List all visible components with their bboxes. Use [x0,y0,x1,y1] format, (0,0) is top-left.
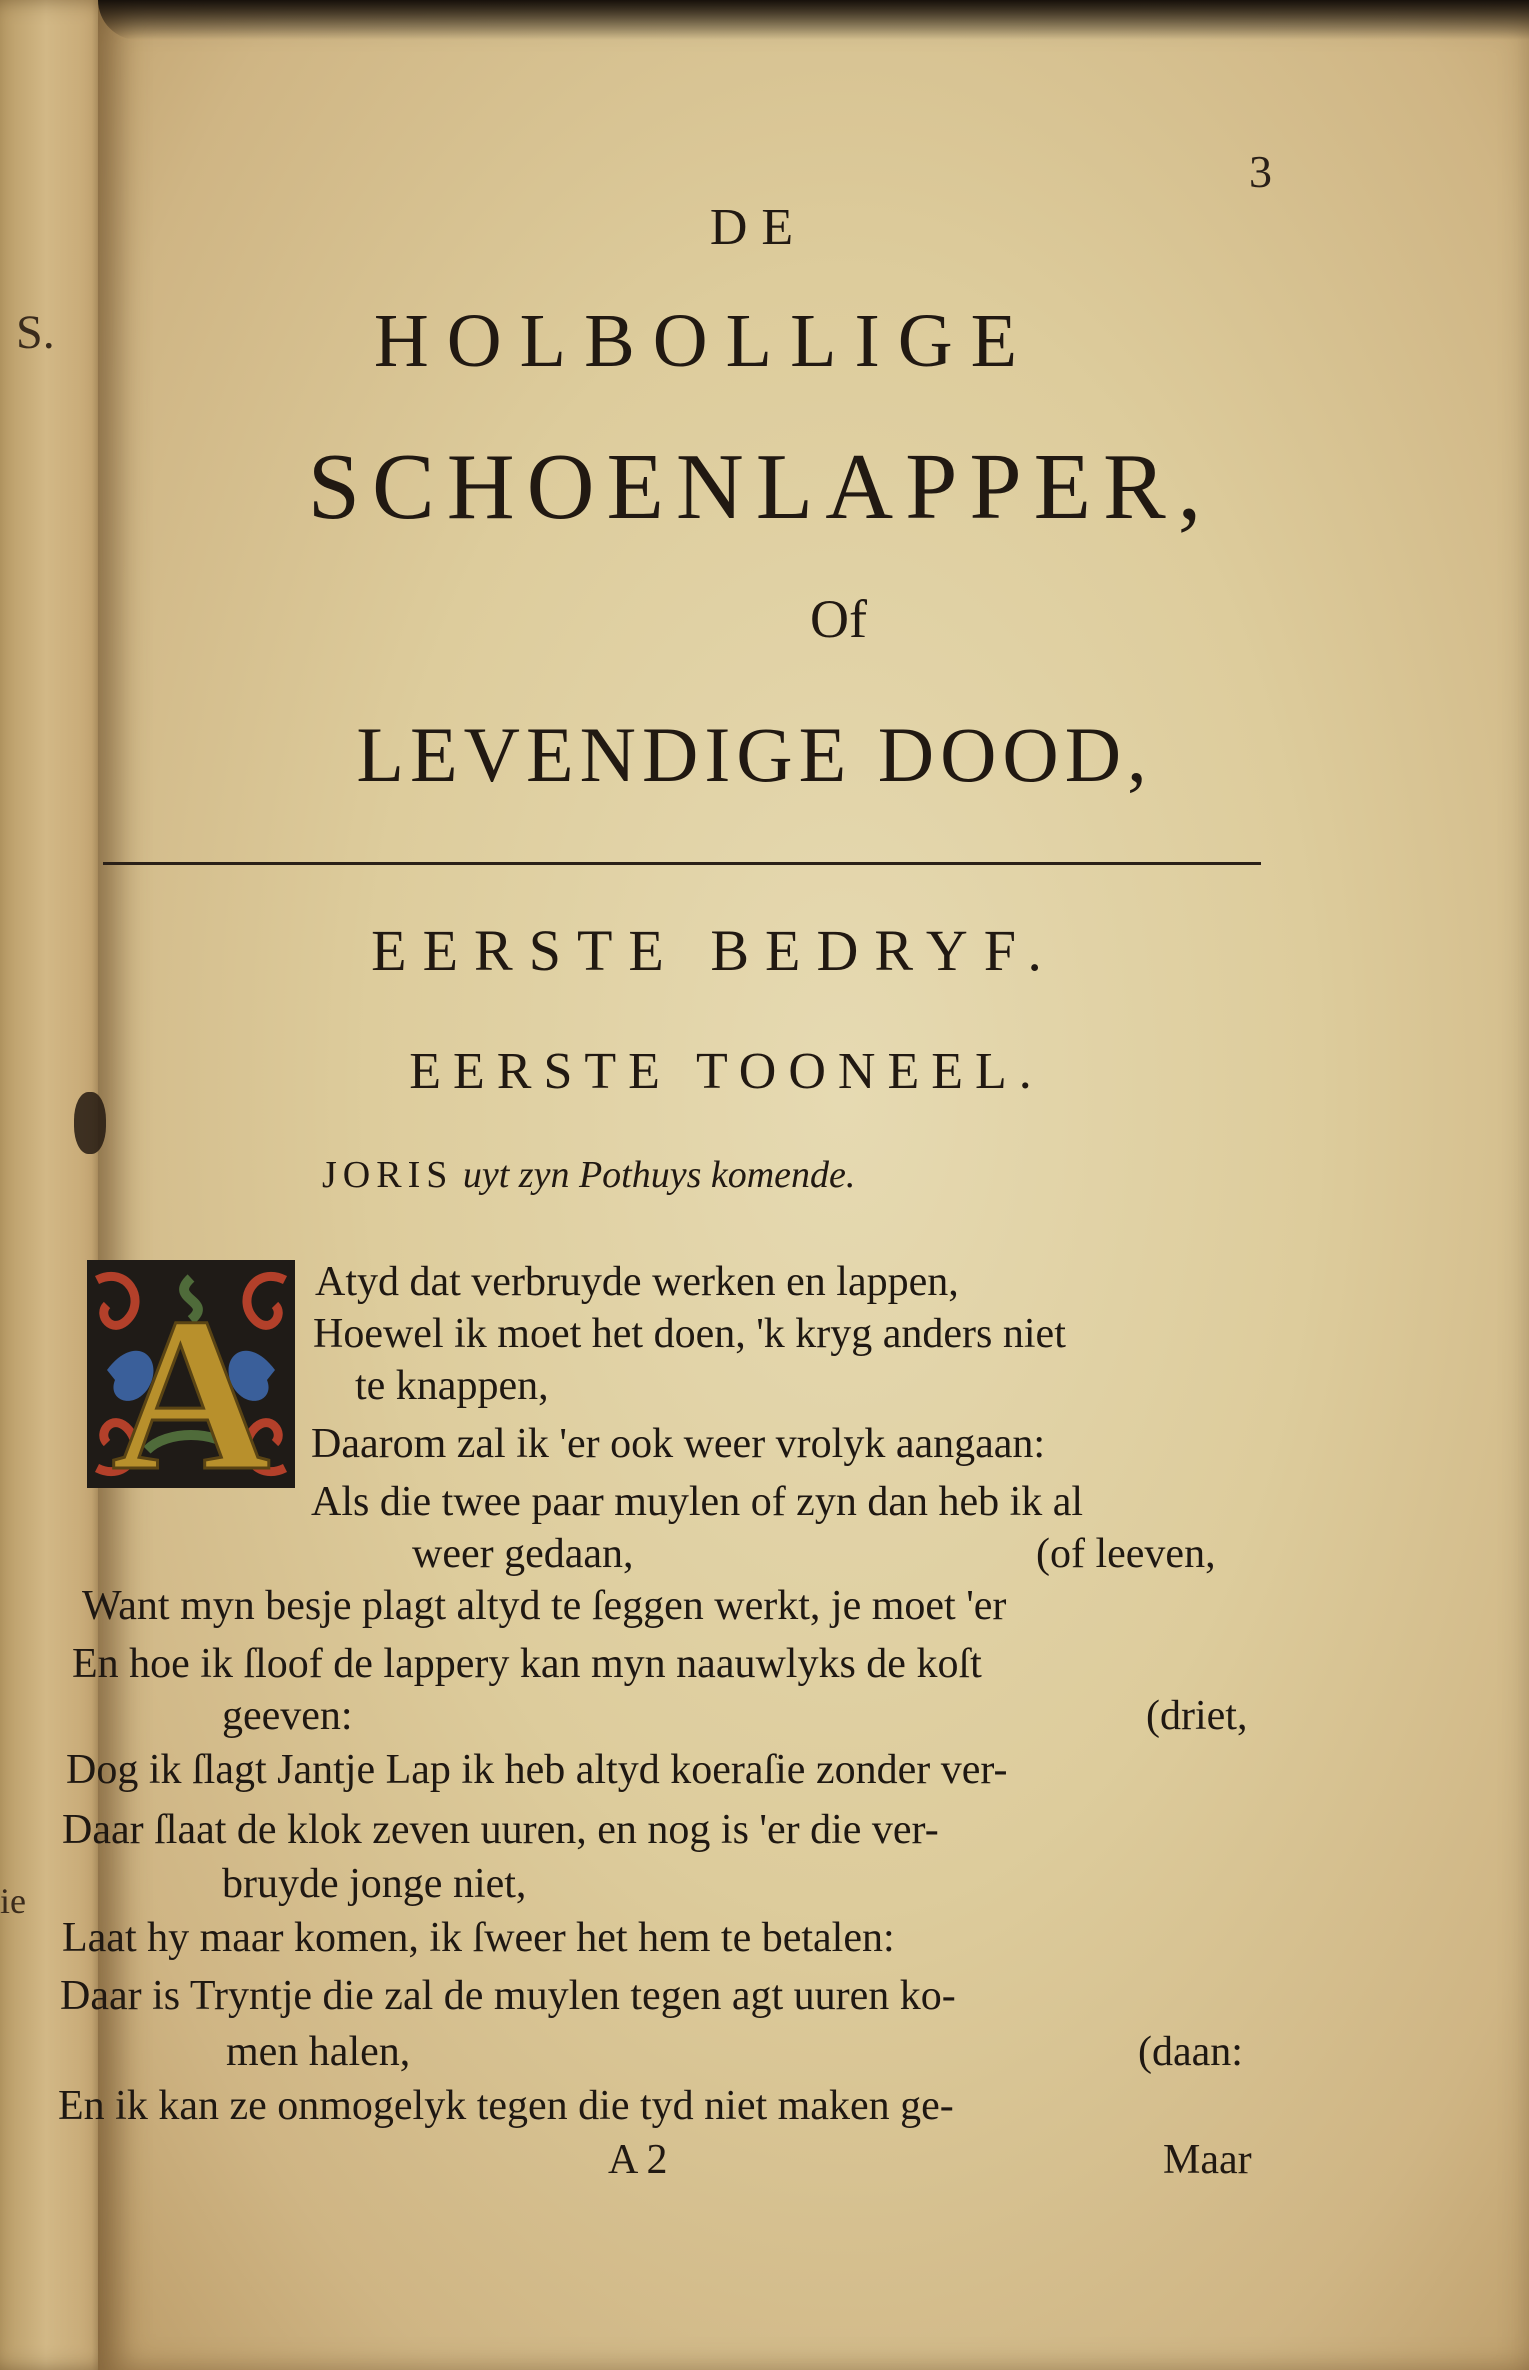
verse-line: weer gedaan, [412,1531,634,1577]
verse-line: Want myn besje plagt altyd te ſeggen werkt, je moet 'er [82,1583,1007,1629]
verse-line: Hoewel ik moet het doen, 'k kryg anders niet [313,1311,1066,1357]
title-line-4: Of [810,589,867,649]
title-line-1: DE [709,199,808,256]
page-top-shadow [98,0,1529,40]
title-line-5: LEVENDIGE DOOD, [356,711,1153,798]
drop-cap-letter: A [111,1272,271,1488]
stage-direction [322,1153,855,1197]
verse-line: geeven: [222,1693,353,1739]
verse-line: Als die twee paar muylen of zyn dan heb ik al [311,1479,1084,1525]
act-heading: EERSTE BEDRYF. [371,918,1058,983]
verse-turnover: (driet, [1146,1693,1248,1739]
speaker-name: JORIS [322,1154,454,1196]
left-page-fragment: S. [16,306,55,359]
ink-blot [74,1092,106,1154]
verse-line: bruyde jonge niet, [222,1861,527,1907]
drop-cap-ornament [87,1260,295,1488]
verse-line: te knappen, [355,1363,549,1409]
left-page-fragment: ie [0,1881,26,1921]
verse-line: Daar is Tryntje die zal de muylen tegen agt uuren ko- [60,1973,956,2019]
verse-line: men halen, [226,2029,411,2075]
signature-mark: A 2 [608,2137,668,2183]
stage-direction-text: uyt zyn Pothuys komende. [462,1154,856,1196]
scene-heading: EERSTE TOONEEL. [409,1043,1044,1100]
verse-turnover: (daan: [1138,2029,1243,2075]
verse-line: Atyd dat verbruyde werken en lappen, [315,1259,959,1305]
verse-line: Laat hy maar komen, ik ſweer het hem te betalen: [62,1915,895,1961]
horizontal-rule [103,862,1261,865]
verse-line: En hoe ik ſloof de lappery kan myn naauwlyks de koſt [72,1641,982,1687]
verse-turnover: (of leeven, [1036,1531,1216,1577]
page-number: 3 [1249,146,1272,197]
catchword: Maar [1163,2137,1252,2183]
verse-line: Daarom zal ik 'er ook weer vrolyk aangaan: [311,1421,1046,1467]
verse-line: Daar ſlaat de klok zeven uuren, en nog is 'er die ver- [62,1807,939,1853]
verse-line: Dog ik ſlagt Jantje Lap ik heb altyd koeraſie zonder ver- [66,1747,1008,1793]
title-line-3: SCHOENLAPPER, [307,435,1214,539]
verse-line: En ik kan ze onmogelyk tegen die tyd niet maken ge- [58,2083,954,2129]
title-line-2: HOLBOLLIGE [373,299,1036,383]
